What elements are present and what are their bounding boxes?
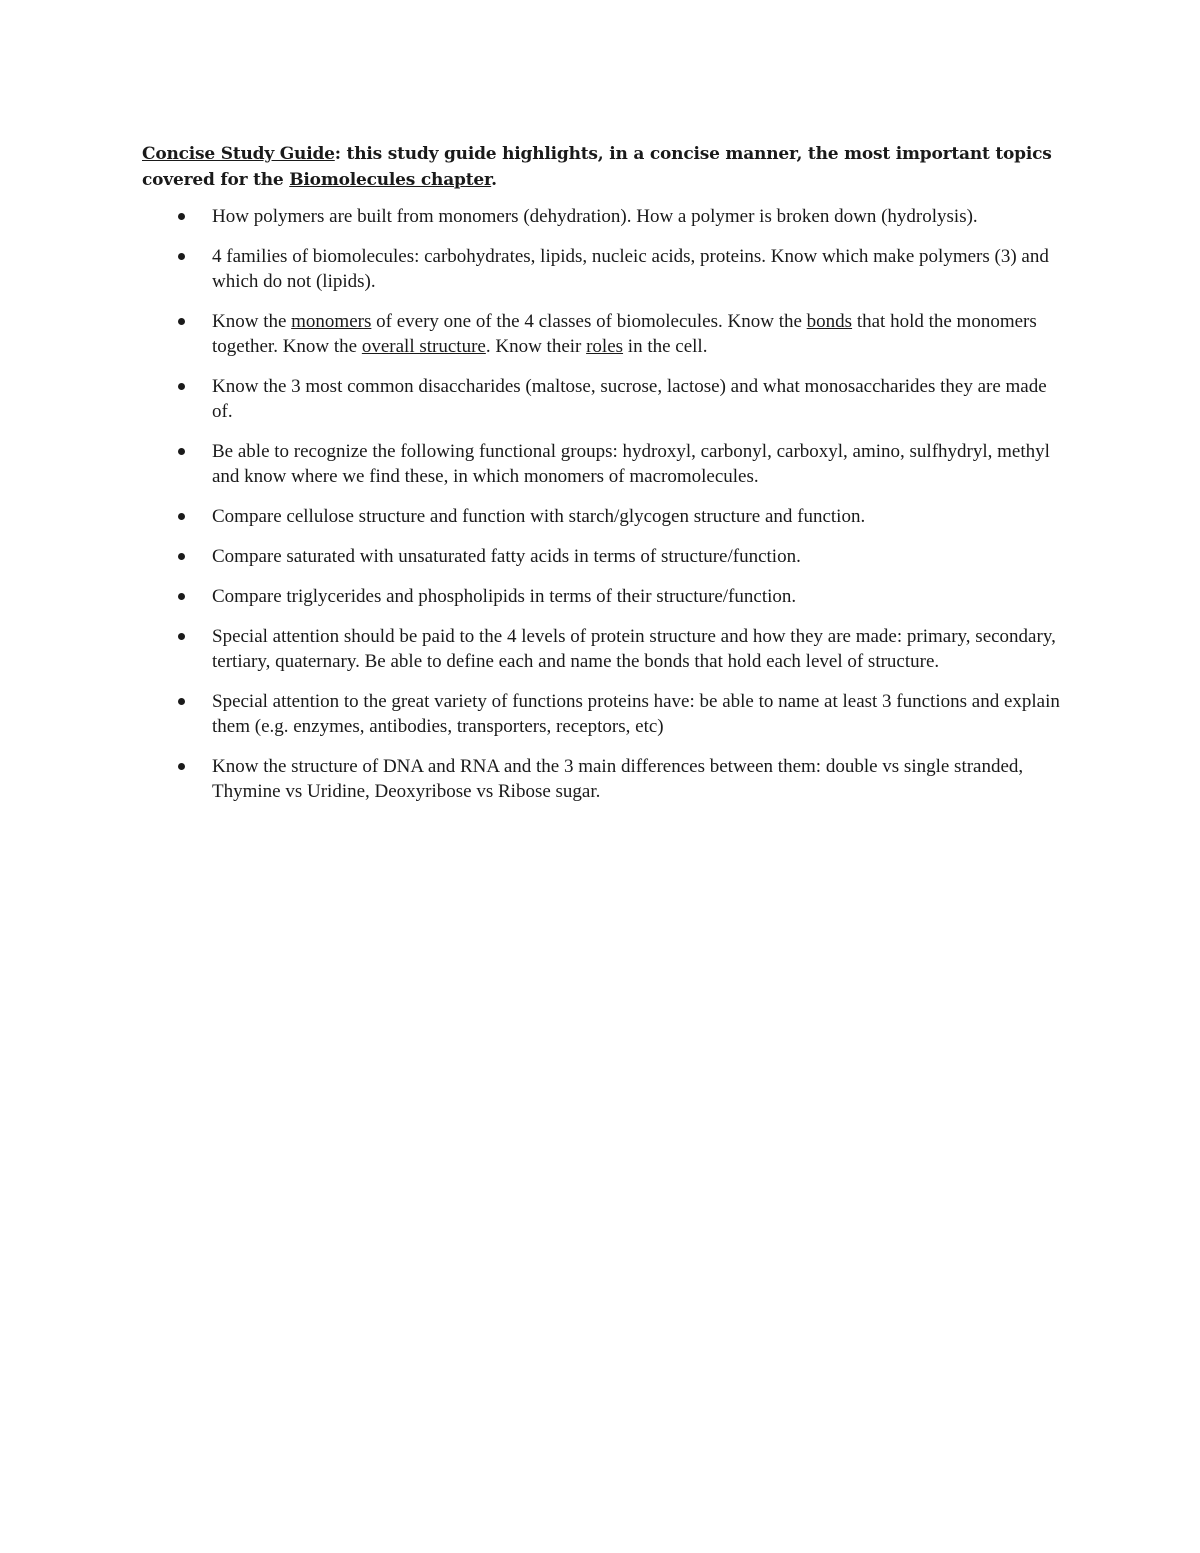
heading-chapter-name: Biomolecules chapter — [289, 170, 492, 190]
emphasis-roles: roles — [586, 336, 624, 357]
bullet-icon — [178, 253, 185, 260]
emphasis-monomers: monomers — [291, 311, 372, 332]
list-item — [142, 689, 1067, 739]
list-item-text: Special attention should be paid to the 4 levels of protein structure and how they are made: primary, secondary, tertiary, quaternary. Be able to define each and name the bonds that hold each level of structure. — [212, 626, 1056, 672]
list-item-text: Know the 3 most common disaccharides (maltose, sucrose, lactose) and what monosaccharides they are made of. — [212, 376, 1047, 422]
bullet-icon — [178, 698, 185, 705]
bullet-icon — [178, 553, 185, 560]
list-item-text-segment: of every one of the 4 classes of biomolecules. Know the — [371, 311, 807, 332]
list-item — [142, 439, 1067, 489]
emphasis-overall-structure: overall structure — [361, 336, 486, 357]
bullet-icon — [178, 633, 185, 640]
list-item-text: How polymers are built from monomers (dehydration). How a polymer is broken down (hydrolysis). — [212, 206, 978, 227]
list-item — [142, 504, 1067, 529]
heading-period: . — [491, 170, 497, 190]
heading-description: : this study guide highlights, in a concise manner, the most important topics covered for the — [142, 144, 1052, 190]
bullet-icon — [178, 593, 185, 600]
list-item-text: 4 families of biomolecules: carbohydrates, lipids, nucleic acids, proteins. Know which make polymers (3) and which do not (lipids). — [212, 246, 1049, 292]
list-item-text-segment: in the cell. — [623, 336, 708, 357]
list-item — [142, 544, 1067, 569]
page-heading — [142, 141, 1067, 193]
bullet-icon — [178, 213, 185, 220]
list-item — [142, 309, 1067, 359]
list-item-text: Compare saturated with unsaturated fatty acids in terms of structure/function. — [212, 546, 801, 567]
bullet-icon — [178, 448, 185, 455]
study-guide — [142, 141, 1067, 819]
list-item — [142, 584, 1067, 609]
bullet-icon — [178, 318, 185, 325]
list-item-text-segment: Know the — [212, 311, 292, 332]
list-item-text: Compare triglycerides and phospholipids in terms of their structure/function. — [212, 586, 797, 607]
list-item-text: Be able to recognize the following functional groups: hydroxyl, carbonyl, carboxyl, amino, sulfhydryl, methyl and know where we find these, in which monomers of macromolecules. — [212, 441, 1050, 487]
list-item-text-segment: that hold the monomers together. Know the — [212, 311, 1037, 357]
heading-title: Concise Study Guide — [142, 144, 335, 164]
list-item-text-segment: . Know their — [485, 336, 587, 357]
list-item — [142, 204, 1067, 229]
bullet-icon — [178, 763, 185, 770]
list-item — [142, 754, 1067, 804]
list-item — [142, 244, 1067, 294]
topic-list — [142, 204, 1067, 804]
bullet-icon — [178, 383, 185, 390]
bullet-icon — [178, 513, 185, 520]
list-item-text: Compare cellulose structure and function with starch/glycogen structure and function. — [212, 506, 866, 527]
list-item — [142, 624, 1067, 674]
list-item — [142, 374, 1067, 424]
list-item-text: Special attention to the great variety of functions proteins have: be able to name at least 3 functions and explain them (e.g. enzymes, antibodies, transporters, receptors, etc) — [212, 691, 1060, 737]
list-item-text: Know the structure of DNA and RNA and the 3 main differences between them: double vs single stranded, Thymine vs Uridine, Deoxyribose vs Ribose sugar. — [212, 756, 1024, 802]
emphasis-bonds: bonds — [806, 311, 853, 332]
